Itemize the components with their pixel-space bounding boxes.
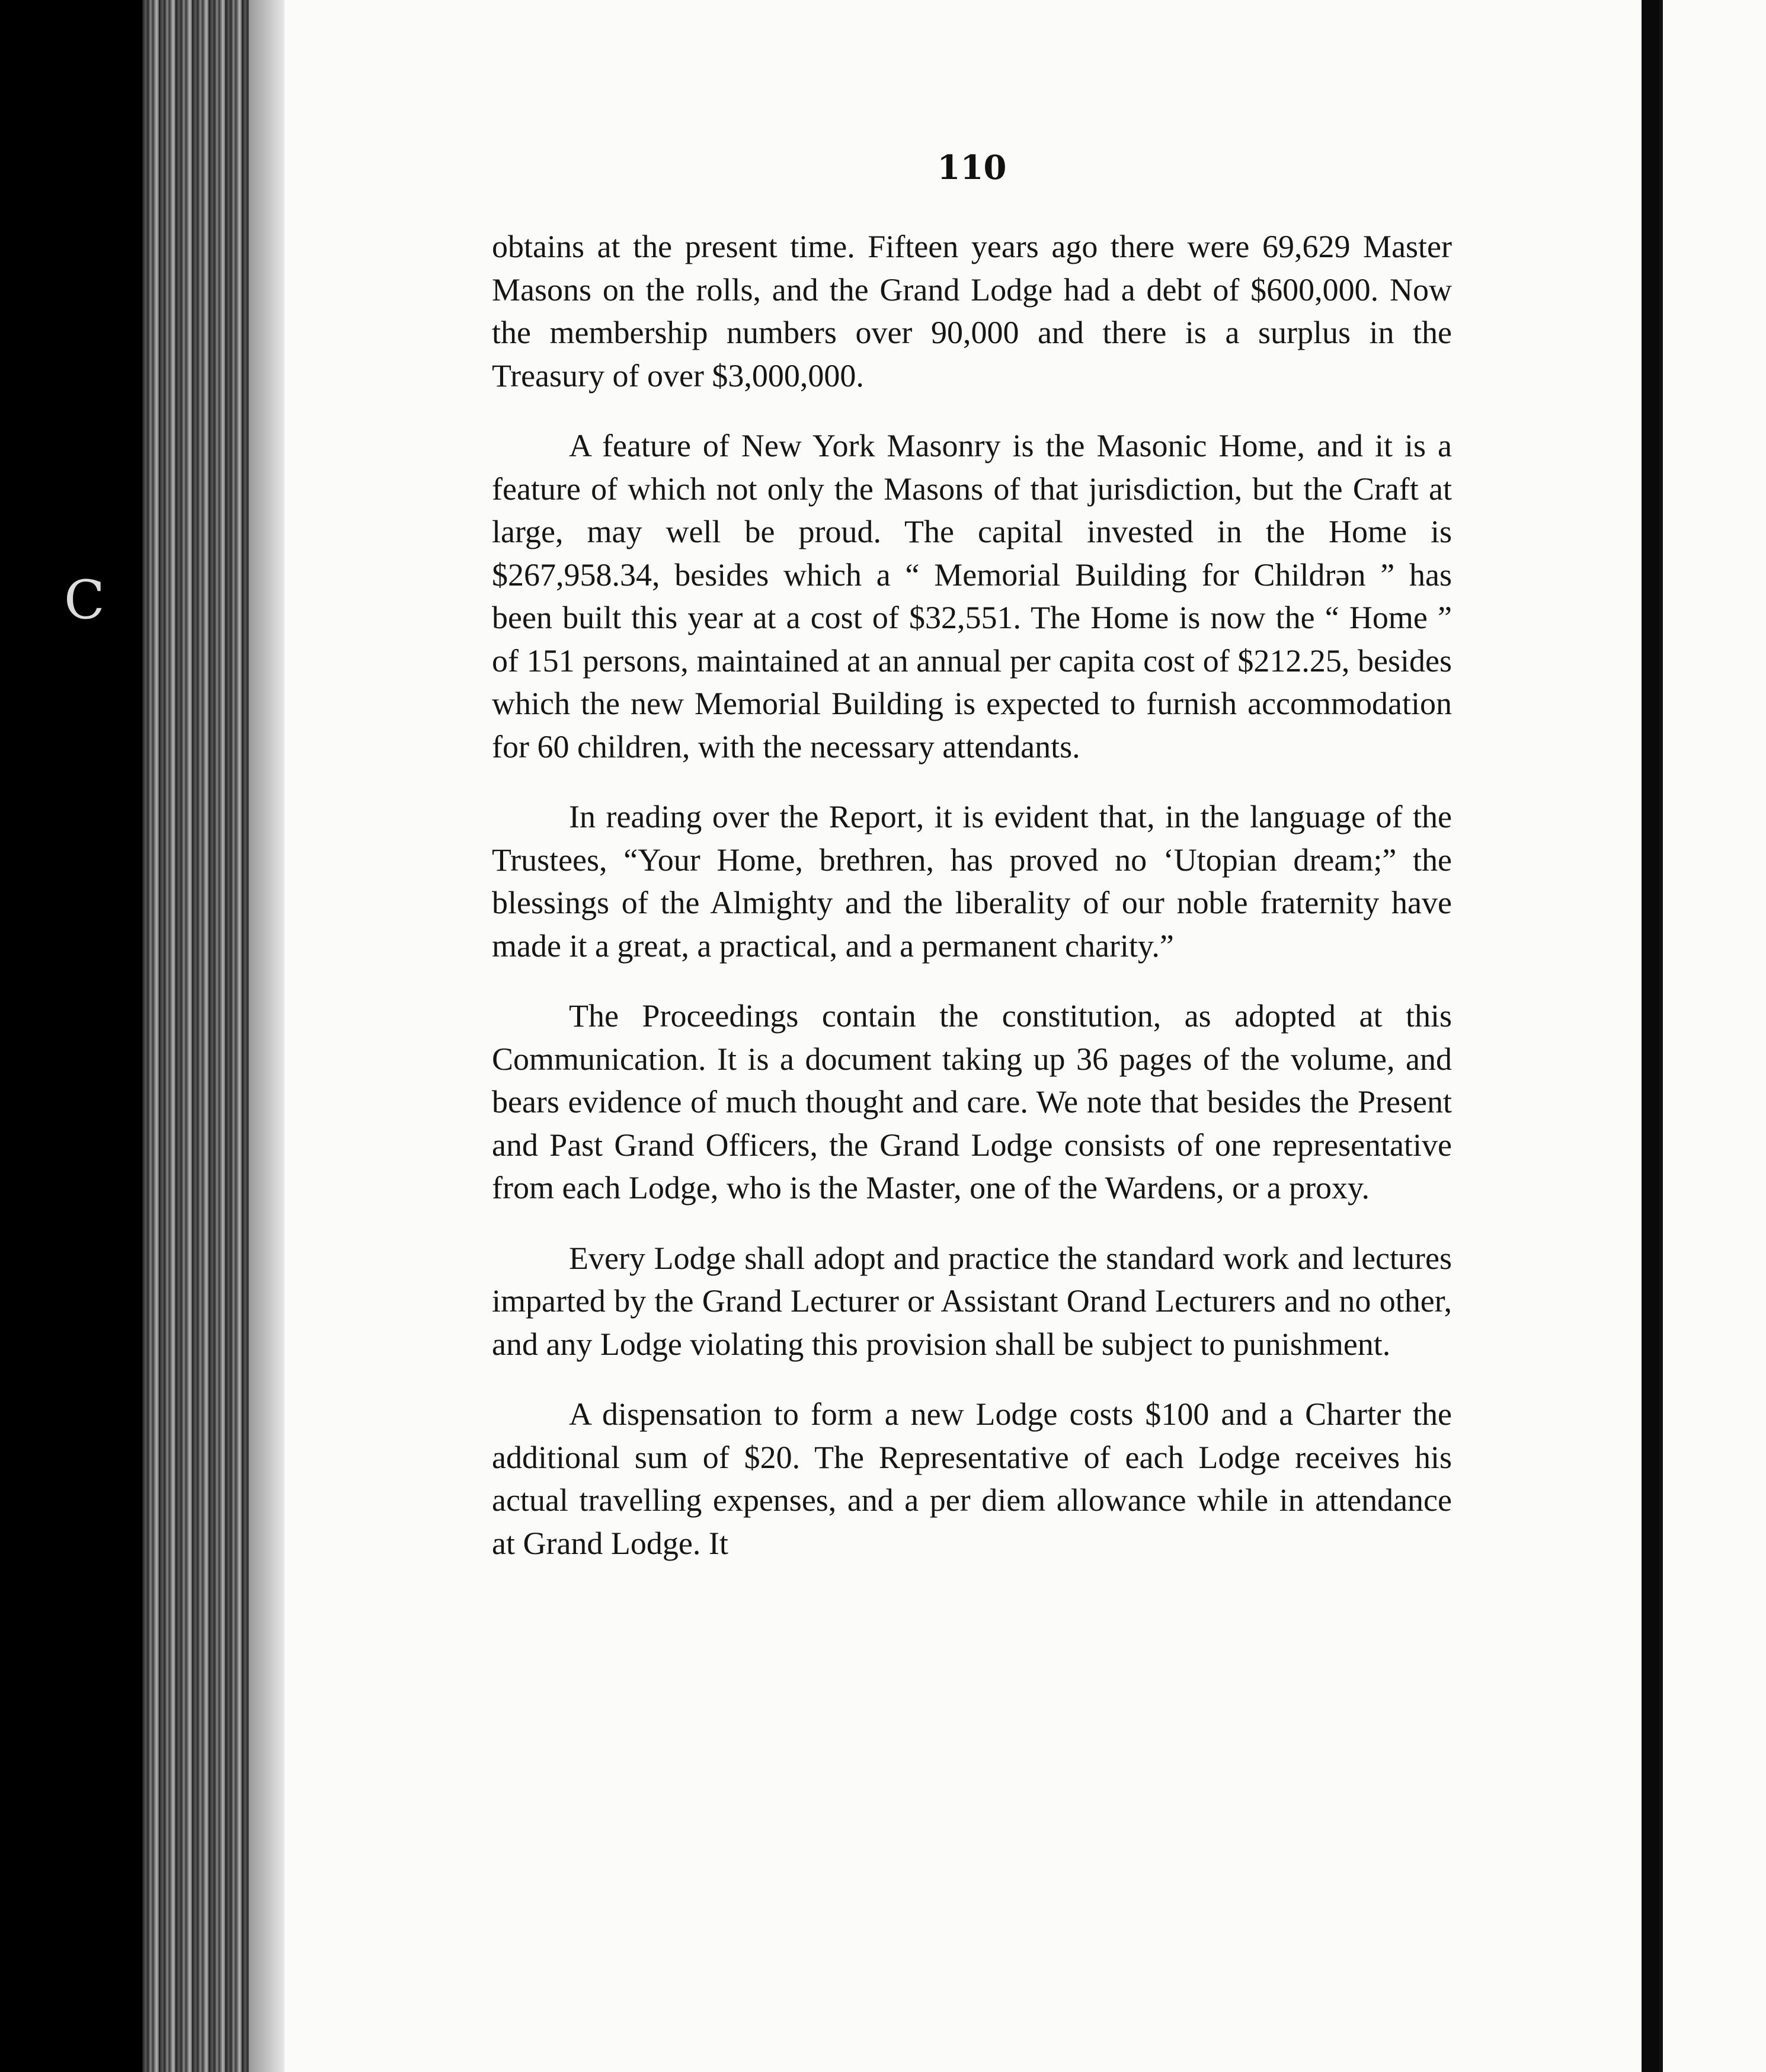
page-number: 110 — [937, 148, 1007, 187]
paragraph: In reading over the Report, it is evident that, in the language of the Trustees, “Your Home, brethren, has proved no ‘Utopian dream;” the blessings of the Almighty and the liberality of our noble fraternity have made it a great, a practical, and a permanent charity.” — [492, 799, 1452, 964]
body-text — [492, 225, 1452, 1592]
gutter — [1642, 0, 1659, 2072]
paragraph: A dispensation to form a new Lodge costs $100 and a Charter the additional sum of $20. The Representative of each Lodge receives his actual travelling expenses, and a per diem allowance while in attendance at Grand Lodge. It — [492, 1396, 1452, 1561]
paragraph: obtains at the present time. Fifteen years ago there were 69,629 Master Masons on the rolls, and the Grand Lodge had a debt of $600,000. Now the membership numbers over 90,000 and there is a surplus in the Treasury of over $3,000,000. — [492, 229, 1452, 394]
page-edge-highlight — [249, 0, 284, 2072]
margin-mark: C — [64, 569, 105, 631]
facing-page-edge — [1659, 0, 1766, 2072]
paragraph: Every Lodge shall adopt and practice the standard work and lectures imparted by the Grand Lecturer or Assistant Orand Lecturers and no other, and any Lodge violating this provision shall be subject to punishment. — [492, 1240, 1452, 1362]
paragraph: A feature of New York Masonry is the Masonic Home, and it is a feature of which not only the Masons of that jurisdiction, but the Craft at large, may well be proud. The capital invested in the Home is $267,958.34, besides which a “ Memorial Building for Childrən ” has been built this year at a cost of $32,551. The Home is now the “ Home ” of 151 persons, maintained at an annual per capita cost of $212.25, besides which the new Memorial Building is expected to furnish accommodation for 60 children, with the necessary attendants. — [492, 428, 1452, 765]
paragraph: The Proceedings contain the constitution, as adopted at this Communication. It is a document taking up 36 pages of the volume, and bears evidence of much thought and care. We note that besides the Present and Past Grand Officers, the Grand Lodge consists of one representative from each Lodge, who is the Master, one of the Wardens, or a proxy. — [492, 998, 1452, 1206]
